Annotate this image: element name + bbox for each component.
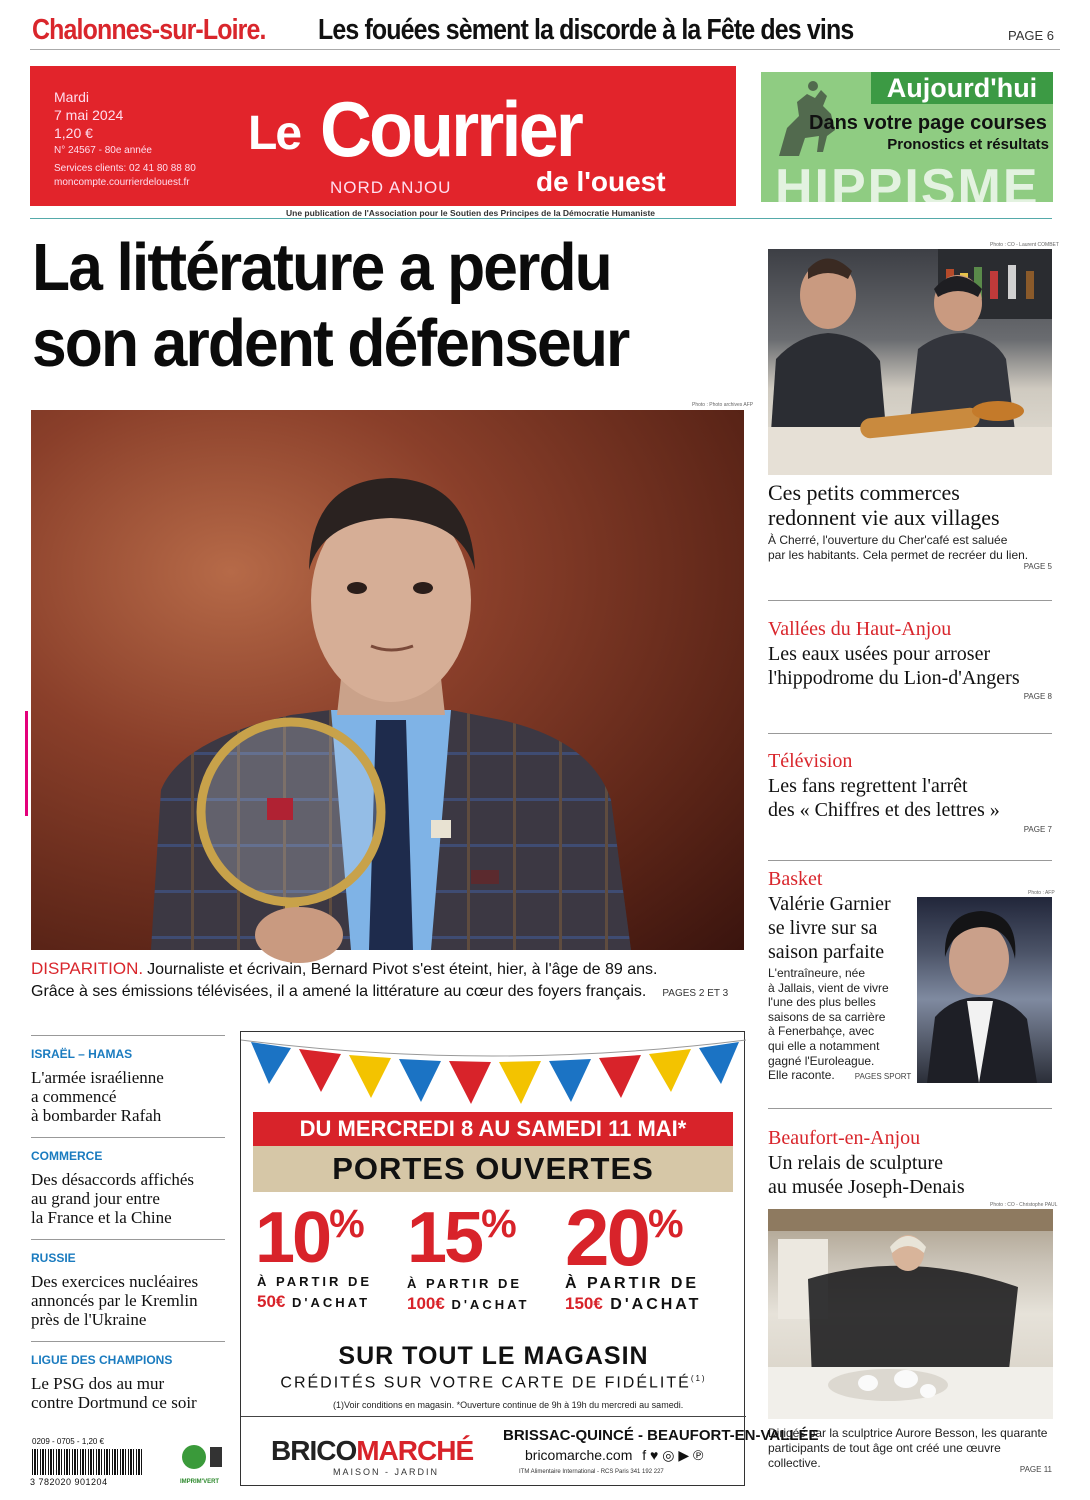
accent-bar <box>25 711 28 816</box>
ad-website[interactable] <box>525 1447 703 1464</box>
logo-courrier: Courrier <box>320 85 582 173</box>
discount-sym: % <box>329 1202 362 1246</box>
main-photo[interactable] <box>31 410 744 950</box>
cafe-title-line2: redonnent vie aux villages <box>768 505 1000 530</box>
hippisme-today: Aujourd'hui <box>871 72 1053 104</box>
masthead-price: 1,20 € <box>54 125 93 141</box>
besson-illustration <box>768 1209 1053 1419</box>
brief-line: au grand jour entre <box>31 1189 160 1208</box>
social-icons: f ♥ ◎ ▶ ℗ <box>642 1447 704 1463</box>
imprim-vert-label: IMPRIM'VERT <box>180 1479 220 1485</box>
caption-text2: Grâce à ses émissions télévisées, il a amené la littérature au cœur des foyers français. <box>31 983 647 1000</box>
discount-amount: 150€ <box>565 1294 603 1313</box>
garnier-photo-credit: Photo : AFP <box>1028 890 1055 896</box>
discount-pct: 15 <box>407 1198 482 1278</box>
masthead-issue: N° 24567 - 80e année <box>54 145 152 156</box>
headline-line2: son ardent défenseur <box>32 306 629 381</box>
masthead <box>30 66 736 206</box>
caption-text1: Journaliste et écrivain, Bernard Pivot s'est éteint, hier, à l'âge de 89 ans. <box>147 961 658 978</box>
top-strip-title: Les fouées sèment la discorde à la Fête des vins <box>318 14 854 46</box>
divider <box>31 1137 225 1138</box>
discount-line: À PARTIR DE <box>407 1276 523 1291</box>
divider <box>768 860 1052 861</box>
cafe-photo[interactable] <box>768 249 1052 475</box>
hippisme-line2: Pronostics et résultats <box>887 136 1049 153</box>
basket-title-line: se livre sur sa <box>768 917 878 939</box>
discount-suffix: D'ACHAT <box>292 1295 371 1310</box>
barcode-number: 3 782020 901204 <box>30 1477 108 1487</box>
bunting-decoration <box>241 1032 746 1112</box>
barcode-top: 0209 - 0705 - 1,20 € <box>32 1437 105 1446</box>
brand-sub: MAISON - JARDIN <box>333 1467 440 1477</box>
discount-line: À PARTIR DE <box>565 1275 700 1292</box>
brief-line: Des désaccords affichés <box>31 1170 195 1189</box>
beaufort-title-line: Un relais de sculpture <box>768 1152 943 1174</box>
discount-suffix: D'ACHAT <box>451 1297 530 1312</box>
basket-body-line: L'entraîneure, née <box>768 966 866 980</box>
caption-kicker: DISPARITION. <box>31 959 144 978</box>
top-strip[interactable] <box>30 8 1060 50</box>
beaufort-caption-line: Dirigés par la sculptrice Aurore Besson, les quarante <box>768 1426 1048 1440</box>
story-kicker-vallees: Vallées du Haut-Anjou <box>768 618 952 640</box>
basket-body-line: saisons de sa carrière <box>768 1009 886 1024</box>
brief-kicker: COMMERCE <box>31 1149 103 1163</box>
beaufort-title-line: au musée Joseph-Denais <box>768 1176 965 1198</box>
discount-15-sub <box>407 1274 529 1315</box>
basket-body-line: à Jallais, vient de vivre <box>768 980 889 995</box>
masthead-website[interactable]: moncompte.courrierdelouest.fr <box>54 177 190 188</box>
logo-de-l-ouest: de l'ouest <box>536 166 666 197</box>
story-kicker-television: Télévision <box>768 750 853 772</box>
beaufort-kicker: Beaufort-en-Anjou <box>768 1127 921 1149</box>
basket-body-line: l'une des plus belles <box>768 995 876 1010</box>
story-title-television[interactable] <box>768 774 1058 822</box>
discount-amount: 100€ <box>407 1294 445 1313</box>
cafe-body-line2: par les habitants. Cela permet de recréer du lien. <box>768 548 1029 562</box>
ad-fidelity-text: CRÉDITÉS SUR VOTRE CARTE DE FIDÉLITÉ <box>280 1374 691 1392</box>
cafe-body-line1: À Cherré, l'ouverture du Cher'café est saluée <box>768 533 1008 547</box>
barcode <box>30 1437 230 1489</box>
caption-pages: PAGES 2 ET 3 <box>662 988 729 999</box>
ad-address: BRISSAC-QUINCÉ - BEAUFORT-EN-VALLÉE <box>503 1427 819 1444</box>
discount-line: À PARTIR DE <box>257 1274 373 1289</box>
bricomarche-logo[interactable] <box>271 1435 473 1467</box>
besson-photo[interactable] <box>768 1209 1053 1419</box>
brief-line: a commencé <box>31 1087 117 1106</box>
logo-le: Le <box>248 107 301 160</box>
beaufort-caption-line: participants de tout âge ont créé une œuvre collective. <box>768 1441 1001 1470</box>
brief-line: L'armée israélienne <box>31 1068 164 1087</box>
story-title-line: l'hippodrome du Lion-d'Angers <box>768 667 1020 689</box>
brief-kicker: ISRAËL – HAMAS <box>31 1047 133 1061</box>
ad-website-text: bricomarche.com <box>525 1447 633 1463</box>
discount-sym: % <box>647 1202 681 1246</box>
masthead-day: Mardi <box>54 89 90 105</box>
brief-kicker: LIGUE DES CHAMPIONS <box>31 1353 173 1367</box>
brief-line: à bombarder Rafah <box>31 1106 162 1125</box>
cafe-story-page: PAGE 5 <box>1023 562 1052 571</box>
discount-sym: % <box>481 1202 514 1246</box>
basket-body-line: qui elle a notamment <box>768 1038 880 1053</box>
basket-body <box>768 966 916 1085</box>
masthead-date: 7 mai 2024 <box>54 107 124 123</box>
ad-conditions: (1)Voir conditions en magasin. *Ouverture continue de 9h à 19h du mercredi au samedi. <box>333 1400 684 1410</box>
ad-fidelity <box>241 1374 746 1392</box>
top-strip-place: Chalonnes-sur-Loire. <box>32 14 266 46</box>
cafe-story-title[interactable] <box>768 480 1058 530</box>
brief-title[interactable] <box>31 1068 227 1125</box>
masthead-services: Services clients: 02 41 80 88 80 <box>54 163 196 174</box>
masthead-edition: NORD ANJOU <box>330 178 452 197</box>
discount-15 <box>407 1198 514 1278</box>
basket-body-line: gagné l'Euroleague. <box>768 1053 875 1068</box>
main-headline[interactable] <box>32 230 698 382</box>
story-title-line: Les fans regrettent l'arrêt <box>768 775 968 797</box>
brief-line: la France et la Chine <box>31 1208 172 1227</box>
basket-title[interactable] <box>768 892 918 964</box>
garnier-illustration <box>917 897 1052 1083</box>
discount-20 <box>565 1193 681 1282</box>
brief-line: Le PSG dos au mur <box>31 1374 165 1393</box>
imprim-vert-icon <box>180 1441 224 1481</box>
discount-10 <box>255 1198 362 1278</box>
cafe-illustration <box>768 249 1052 475</box>
barcode-bars <box>32 1449 144 1475</box>
story-title-line: Les eaux usées pour arroser <box>768 643 991 665</box>
top-strip-page: PAGE 6 <box>1007 28 1054 43</box>
story-page-television: PAGE 7 <box>1023 825 1052 834</box>
garnier-photo[interactable] <box>917 897 1052 1083</box>
brief-line: contre Dortmund ce soir <box>31 1393 197 1412</box>
discount-10-sub <box>257 1272 372 1313</box>
divider <box>768 733 1052 734</box>
discount-pct: 10 <box>255 1198 330 1278</box>
discount-20-sub <box>565 1274 701 1315</box>
publication-line: Une publication de l'Association pour le Soutien des Principes de la Démocratie Humaniste <box>286 208 656 218</box>
basket-kicker: Basket <box>768 868 823 890</box>
brief-line: près de l'Ukraine <box>31 1310 147 1329</box>
brief-title[interactable] <box>31 1272 227 1329</box>
divider <box>30 218 1052 219</box>
brief-title[interactable] <box>31 1170 227 1227</box>
divider <box>768 1108 1052 1109</box>
basket-title-line: Valérie Garnier <box>768 893 891 915</box>
divider <box>31 1239 225 1240</box>
ad-rcs: ITM Alimentaire International - RCS Paris 341 192 227 <box>519 1469 664 1475</box>
hippisme-promo[interactable] <box>761 72 1053 217</box>
divider <box>31 1341 225 1342</box>
basket-page: PAGES SPORT <box>854 1072 912 1082</box>
brand-a: BRICO <box>271 1435 357 1466</box>
brand-b: MARCHÉ <box>356 1435 474 1466</box>
hippisme-big: HIPPISME <box>775 159 1040 217</box>
basket-body-line: Elle raconte. <box>768 1068 835 1083</box>
discount-pct: 20 <box>565 1193 648 1282</box>
brief-title[interactable] <box>31 1374 227 1412</box>
brief-line: annoncés par le Kremlin <box>31 1291 198 1310</box>
cafe-story-body <box>768 533 1054 563</box>
divider <box>768 600 1052 601</box>
ad-footer <box>241 1416 819 1487</box>
cafe-photo-credit: Photo : CO - Laurent COMBET <box>990 242 1059 248</box>
discount-amount: 50€ <box>257 1292 286 1311</box>
besson-photo-credit: Photo : CO - Christophe PAUL <box>990 1202 1058 1208</box>
story-page-vallees: PAGE 8 <box>1023 692 1052 701</box>
hippisme-line1: Dans votre page courses <box>809 112 1047 134</box>
basket-body-line: à Fenerbahçe, avec <box>768 1024 875 1039</box>
ad-dates: DU MERCREDI 8 AU SAMEDI 11 MAI* <box>253 1112 733 1146</box>
story-title-line: des « Chiffres et des lettres » <box>768 799 1000 821</box>
basket-title-line: saison parfaite <box>768 941 885 963</box>
brief-kicker: RUSSIE <box>31 1251 76 1265</box>
ad-store: SUR TOUT LE MAGASIN <box>338 1342 649 1370</box>
main-photo-credit: Photo : Photo archives AFP <box>692 402 754 408</box>
portrait-illustration <box>31 410 744 950</box>
cafe-title-line1: Ces petits commerces <box>768 480 960 505</box>
discount-suffix: D'ACHAT <box>610 1296 702 1313</box>
ad-fidelity-note: (1) <box>690 1374 707 1383</box>
masthead-meta <box>54 88 196 190</box>
headline-line1: La littérature a perdu <box>32 230 611 305</box>
beaufort-title[interactable] <box>768 1151 1058 1199</box>
story-title-vallees[interactable] <box>768 642 1058 690</box>
divider <box>31 1035 225 1036</box>
main-caption <box>31 958 744 1005</box>
brief-line: Des exercices nucléaires <box>31 1272 199 1291</box>
ad-title: PORTES OUVERTES <box>253 1146 733 1192</box>
beaufort-page: PAGE 11 <box>1019 1465 1052 1474</box>
